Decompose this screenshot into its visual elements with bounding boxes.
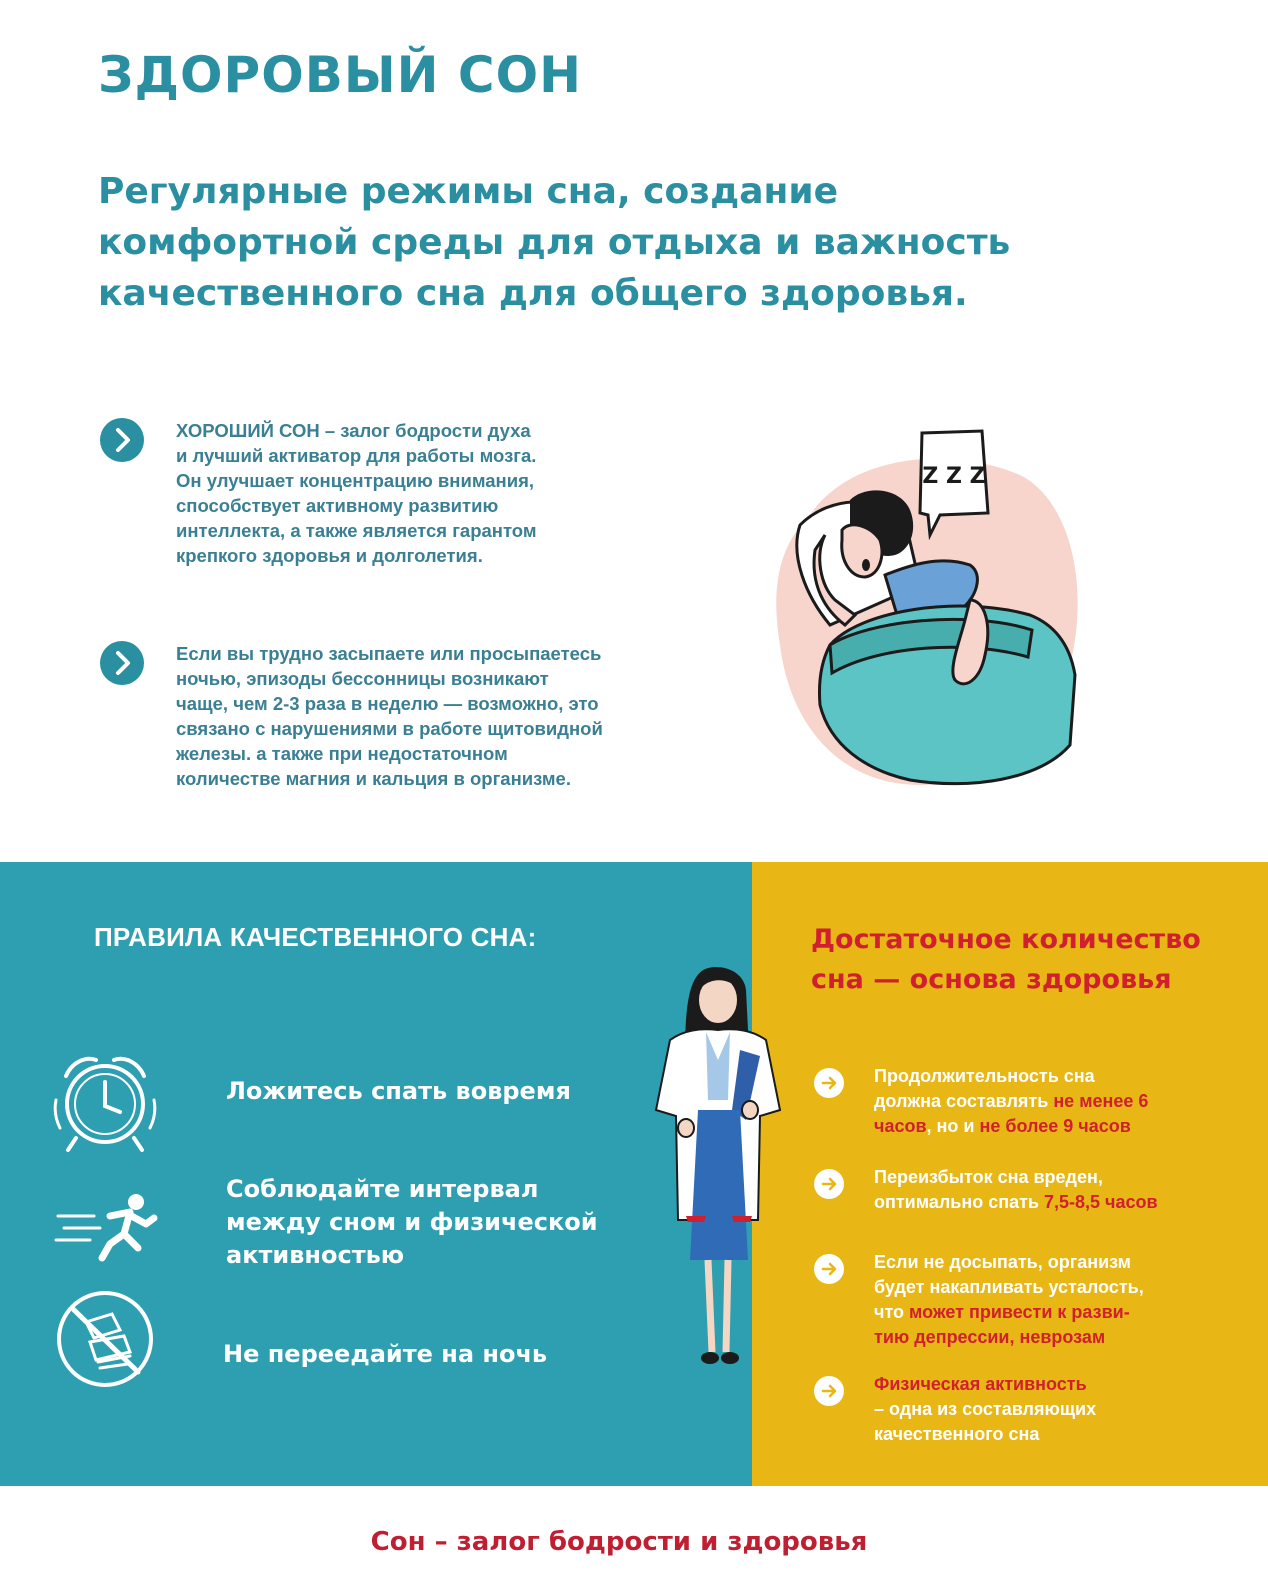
running-person-icon bbox=[54, 1192, 158, 1262]
fact-line bbox=[874, 1190, 1254, 1215]
rule-line: Ложитесь спать вовремя bbox=[226, 1077, 571, 1105]
bullet-line: интеллекта, а также является гарантом bbox=[176, 520, 537, 541]
rule-line: между сном и физической bbox=[226, 1208, 598, 1236]
facts-title bbox=[811, 920, 1201, 1000]
footer-slogan: Сон – залог бодрости и здоровья bbox=[370, 1527, 868, 1557]
fact-highlight: часов bbox=[874, 1116, 927, 1136]
arrow-right-icon bbox=[814, 1068, 844, 1098]
zzz-text: Z Z Z bbox=[922, 464, 986, 489]
fact-line bbox=[874, 1250, 1254, 1275]
subtitle-line: Регулярные режимы сна, создание bbox=[98, 171, 839, 212]
bullet-text bbox=[176, 641, 696, 791]
fact-highlight: не более 9 часов bbox=[979, 1116, 1131, 1136]
page-title: ЗДОРОВЫЙ СОН bbox=[98, 46, 582, 104]
fact-run: должна составлять bbox=[874, 1091, 1054, 1111]
fact-run: качественного сна bbox=[874, 1424, 1040, 1444]
fact-run: Переизбыток сна вреден, bbox=[874, 1167, 1103, 1187]
subtitle-line: качественного сна для общего здоровья. bbox=[98, 273, 968, 314]
bullet-line: и лучший активатор для работы мозга. bbox=[176, 445, 537, 466]
arrow-right-icon bbox=[814, 1169, 844, 1199]
bullet-line: ночью, эпизоды бессонницы возникают bbox=[176, 668, 549, 689]
bullet-line: количестве магния и кальция в организме. bbox=[176, 768, 571, 789]
fact-line bbox=[874, 1397, 1254, 1422]
rule-text bbox=[226, 1173, 598, 1272]
alarm-clock-icon bbox=[52, 1050, 158, 1154]
doctor-illustration bbox=[640, 960, 790, 1380]
arrow-right-icon bbox=[814, 1376, 844, 1406]
rule-line: Соблюдайте интервал bbox=[226, 1175, 539, 1203]
fact-highlight: 7,5-8,5 часов bbox=[1043, 1192, 1158, 1212]
fact-highlight: не менее 6 bbox=[1053, 1091, 1149, 1111]
fact-run: что bbox=[874, 1302, 910, 1322]
fact-run: Продолжительность сна bbox=[874, 1066, 1095, 1086]
page-subtitle bbox=[98, 166, 1198, 319]
fact-text bbox=[874, 1165, 1254, 1215]
fact-line bbox=[874, 1300, 1254, 1325]
fact-line bbox=[874, 1089, 1254, 1114]
arrow-right-icon bbox=[814, 1254, 844, 1284]
rule-text bbox=[226, 1075, 571, 1108]
bullet-line: крепкого здоровья и долголетия. bbox=[176, 545, 483, 566]
facts-title-line: сна — основа здоровья bbox=[811, 964, 1172, 995]
fact-line bbox=[874, 1165, 1254, 1190]
fact-line bbox=[874, 1372, 1254, 1397]
fact-text bbox=[874, 1250, 1254, 1350]
rule-line: Не переедайте на ночь bbox=[223, 1340, 548, 1368]
chevron-right-icon bbox=[100, 418, 144, 462]
fact-highlight: может привести к разви- bbox=[909, 1302, 1130, 1322]
fact-text bbox=[874, 1372, 1254, 1447]
fact-line bbox=[874, 1114, 1254, 1139]
fact-highlight: Физическая активность bbox=[874, 1374, 1087, 1394]
bullet-line: Если вы трудно засыпаете или просыпаетесь bbox=[176, 643, 602, 664]
subtitle-line: комфортной среды для отдыха и важность bbox=[98, 222, 1011, 263]
rule-text bbox=[223, 1338, 547, 1371]
bullet-line: связано с нарушениями в работе щитовидной bbox=[176, 718, 603, 739]
fact-run: – одна из составляющих bbox=[874, 1399, 1097, 1419]
rules-title: ПРАВИЛА КАЧЕСТВЕННОГО СНА: bbox=[94, 922, 537, 952]
fact-run: оптимально спать bbox=[874, 1192, 1044, 1212]
facts-title-line: Достаточное количество bbox=[811, 924, 1201, 955]
no-food-icon bbox=[54, 1288, 156, 1390]
fact-line bbox=[874, 1422, 1254, 1447]
fact-run: Если не досыпать, организм bbox=[874, 1252, 1131, 1272]
bullet-line: железы. а также при недостаточном bbox=[176, 743, 508, 764]
bullet-line: способствует активному развитию bbox=[176, 495, 499, 516]
bullet-line: ХОРОШИЙ СОН – залог бодрости духа bbox=[176, 420, 531, 441]
chevron-right-icon bbox=[100, 641, 144, 685]
fact-highlight: тию депрессии, неврозам bbox=[874, 1327, 1106, 1347]
fact-line bbox=[874, 1325, 1254, 1350]
fact-text bbox=[874, 1064, 1254, 1139]
rule-line: активностью bbox=[226, 1241, 405, 1269]
bullet-line: чаще, чем 2-3 раза в неделю — возможно, это bbox=[176, 693, 599, 714]
bullet-line: Он улучшает концентрацию внимания, bbox=[176, 470, 535, 491]
fact-run: будет накапливать усталость, bbox=[874, 1277, 1144, 1297]
fact-run: , но и bbox=[926, 1116, 980, 1136]
fact-line bbox=[874, 1064, 1254, 1089]
fact-line bbox=[874, 1275, 1254, 1300]
bullet-text bbox=[176, 418, 696, 568]
sleeping-person-illustration bbox=[770, 425, 1100, 800]
